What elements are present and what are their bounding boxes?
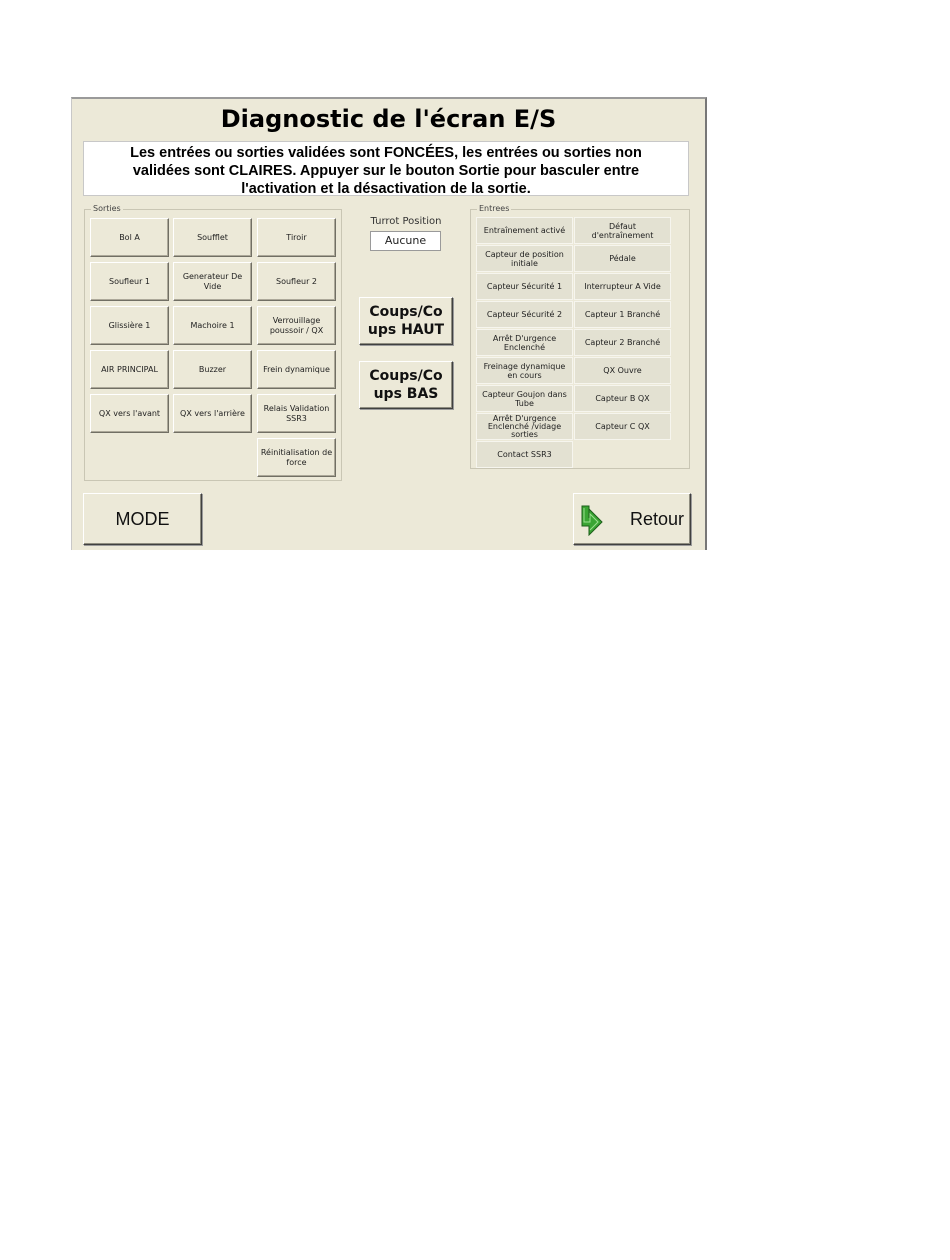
input-capteur-b-qx: Capteur B QX	[574, 385, 671, 412]
input-interrupteur-a-vide: Interrupteur A Vide	[574, 273, 671, 300]
coups-haut-label-line: Coups/Co	[369, 304, 443, 320]
input-capteur-1-branche: Capteur 1 Branché	[574, 301, 671, 328]
coups-bas-button[interactable]	[359, 361, 453, 409]
input-freinage-dynamique: Freinage dynamique en cours	[476, 357, 573, 384]
output-qx-arriere-button[interactable]: QX vers l'arrière	[173, 394, 252, 433]
instruction-line: Les entrées ou sorties validées sont FONCÉES, les entrées ou sorties non	[130, 145, 642, 161]
output-tiroir-button[interactable]: Tiroir	[257, 218, 336, 257]
output-verrouillage-button[interactable]: Verrouillage poussoir / QX	[257, 306, 336, 345]
coups-haut-button[interactable]	[359, 297, 453, 345]
input-arret-urgence-vidage: Arrêt D'urgence Enclenché /vidage sorties	[476, 413, 573, 440]
output-frein-dynamique-button[interactable]: Frein dynamique	[257, 350, 336, 389]
output-buzzer-button[interactable]: Buzzer	[173, 350, 252, 389]
output-air-principal-button[interactable]: AIR PRINCIPAL	[90, 350, 169, 389]
output-machoire-1-button[interactable]: Machoire 1	[173, 306, 252, 345]
instruction-line: l'activation et la désactivation de la sortie.	[241, 181, 531, 197]
retour-label: Retour	[629, 508, 684, 529]
mode-button[interactable]: MODE	[83, 493, 202, 545]
output-bol-a-button[interactable]: Bol A	[90, 218, 169, 257]
input-capteur-goujon: Capteur Goujon dans Tube	[476, 385, 573, 412]
output-generateur-vide-button[interactable]: Generateur De Vide	[173, 262, 252, 301]
instruction-text	[83, 141, 689, 196]
output-reinitialisation-force-button[interactable]: Réinitialisation de force	[257, 438, 336, 477]
output-soufflet-button[interactable]: Soufflet	[173, 218, 252, 257]
input-contact-ssr3: Contact SSR3	[476, 441, 573, 468]
input-capteur-securite-2: Capteur Sécurité 2	[476, 301, 573, 328]
coups-haut-label-line: ups HAUT	[367, 322, 445, 338]
green-return-arrow-icon	[578, 504, 606, 536]
inputs-legend: Entrees	[479, 204, 510, 213]
page-title: Diagnostic de l'écran E/S	[220, 105, 557, 133]
output-qx-avant-button[interactable]: QX vers l'avant	[90, 394, 169, 433]
outputs-group	[84, 204, 342, 481]
output-relais-ssr3-button[interactable]: Relais Validation SSR3	[257, 394, 336, 433]
input-capteur-c-qx: Capteur C QX	[574, 413, 671, 440]
input-defaut-entrainement: Défaut d'entraînement	[574, 217, 671, 244]
turret-position-field: Aucune	[370, 231, 441, 251]
input-entrainement-active: Entraînement activé	[476, 217, 573, 244]
io-diagnostic-window	[71, 97, 707, 550]
input-capteur-2-branche: Capteur 2 Branché	[574, 329, 671, 356]
coups-bas-label-line: ups BAS	[373, 386, 439, 402]
coups-bas-label-line: Coups/Co	[369, 368, 443, 384]
input-pedale: Pédale	[574, 245, 671, 272]
outputs-legend: Sorties	[93, 204, 121, 213]
instruction-line: validées sont CLAIRES. Appuyer sur le bouton Sortie pour basculer entre	[132, 163, 640, 179]
input-capteur-position-initiale: Capteur de position initiale	[476, 245, 573, 272]
output-soufleur-1-button[interactable]: Soufleur 1	[90, 262, 169, 301]
turret-position-label: Turrot Position	[370, 216, 442, 227]
input-arret-urgence: Arrêt D'urgence Enclenché	[476, 329, 573, 356]
retour-button[interactable]	[573, 493, 691, 545]
input-capteur-securite-1: Capteur Sécurité 1	[476, 273, 573, 300]
output-glissiere-1-button[interactable]: Glissière 1	[90, 306, 169, 345]
input-qx-ouvre: QX Ouvre	[574, 357, 671, 384]
output-soufleur-2-button[interactable]: Soufleur 2	[257, 262, 336, 301]
inputs-group	[470, 204, 690, 469]
